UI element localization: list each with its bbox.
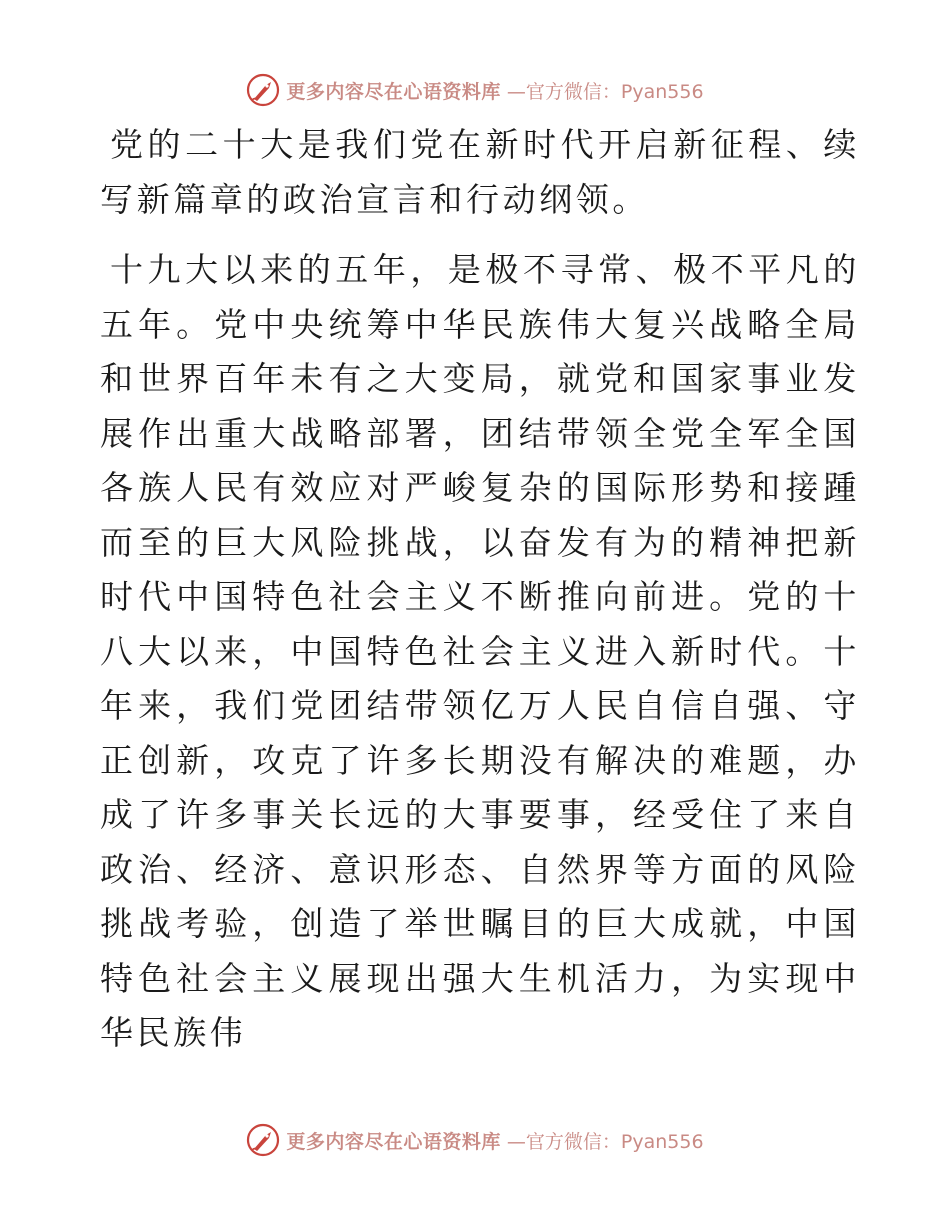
footer-wechat-text: —官方微信：Pyan556 — [506, 1130, 704, 1153]
header-banner — [0, 70, 950, 110]
footer-promo-text: 更多内容尽在心语资料库 — [286, 1130, 501, 1153]
document-body — [100, 118, 860, 1061]
paragraph-1: 党的二十大是我们党在新时代开启新征程、续写新篇章的政治宣言和行动纲领。 — [100, 125, 860, 219]
pen-nib-logo-icon — [246, 73, 280, 107]
pen-nib-logo-icon — [246, 1123, 280, 1157]
footer-banner — [0, 1120, 950, 1160]
paragraph-2: 十九大以来的五年，是极不寻常、极不平凡的五年。党中央统筹中华民族伟大复兴战略全局和世界百年未有之大变局，就党和国家事业发展作出重大战略部署，团结带领全党全军全国各族人民有效应对严峻复杂的国际形势和接踵而至的巨大风险挑战，以奋发有为的精神把新时代中国特色社会主义不断推向前进。党的十八大以来，中国特色社会主义进入新时代。十年来，我们党团结带领亿万人民自信自强、守正创新，攻克了许多长期没有解决的难题，办成了许多事关长远的大事要事，经受住了来自政治、经济、意识形态、自然界等方面的风险挑战考验，创造了举世瞩目的巨大成就，中国特色社会主义展现出强大生机活力，为实现中华民族伟 — [100, 250, 860, 1052]
banner-promo-text: 更多内容尽在心语资料库 — [286, 80, 501, 103]
banner-wechat-text: —官方微信：Pyan556 — [506, 80, 704, 103]
